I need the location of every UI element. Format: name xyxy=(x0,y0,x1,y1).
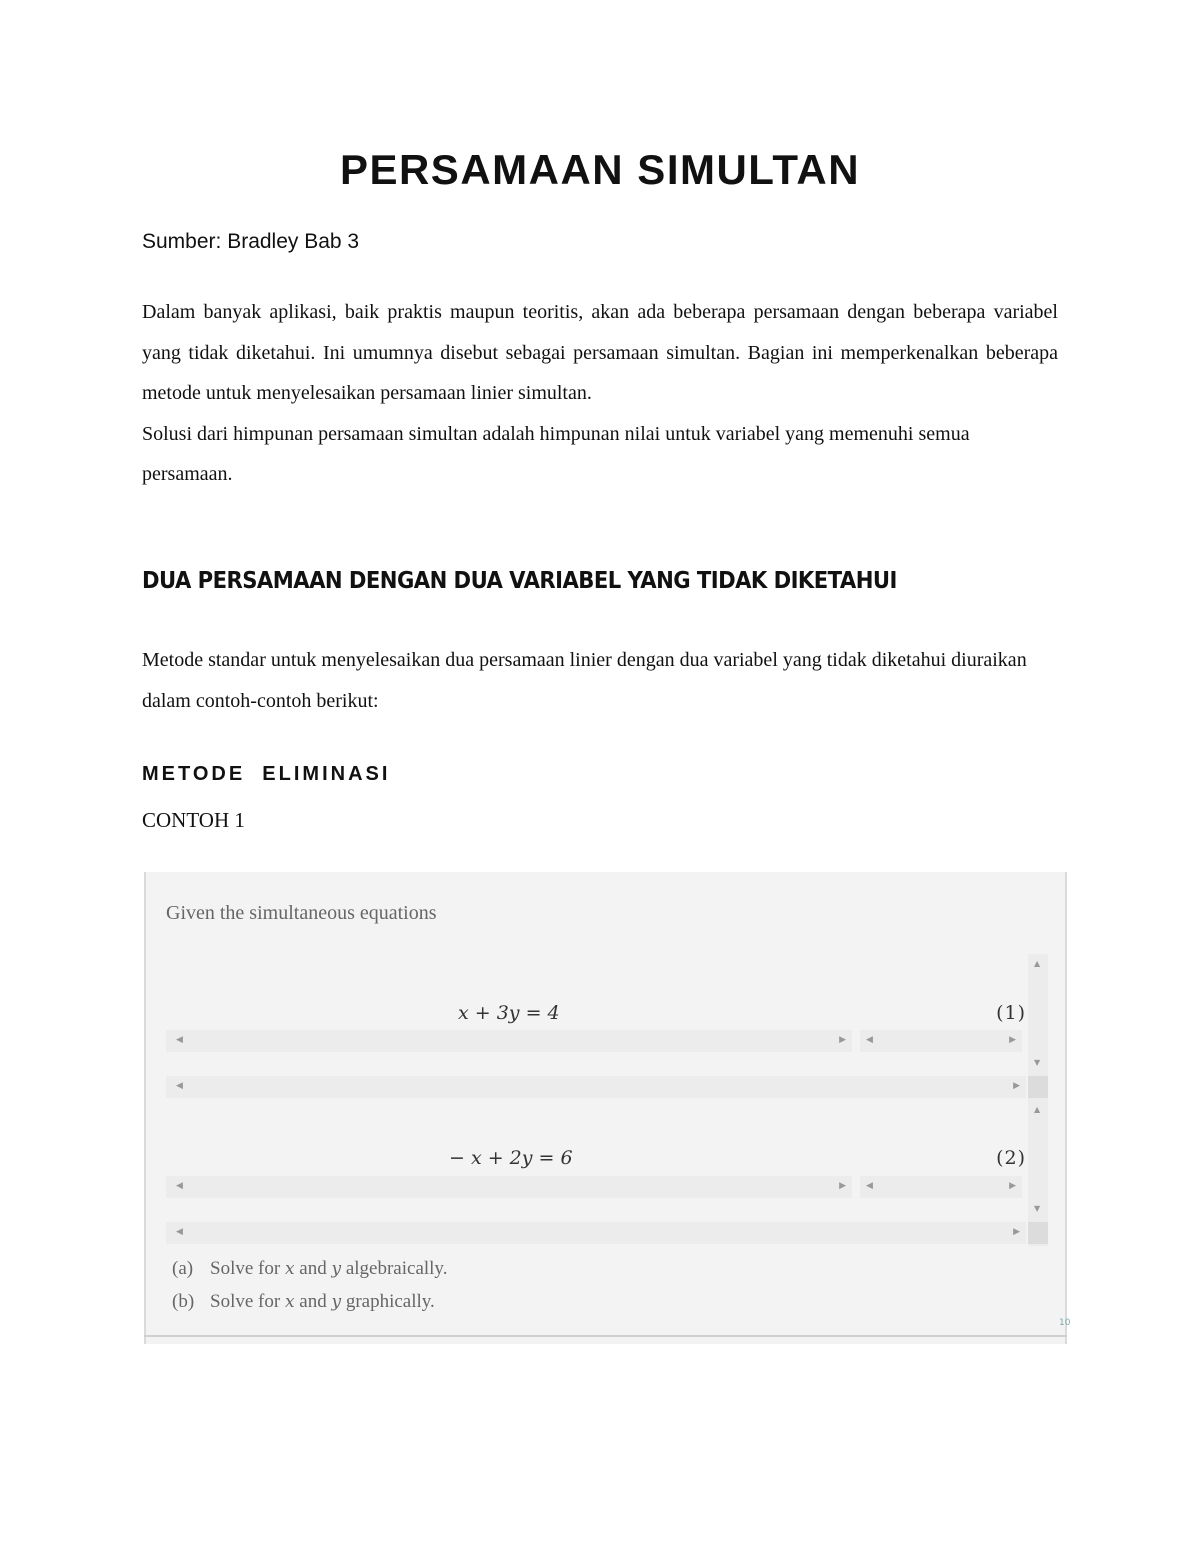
question-part-a xyxy=(172,1258,447,1291)
intro-paragraph-1: Dalam banyak aplikasi, baik praktis maupun teoritis, akan ada beberapa persamaan dengan beberapa variabel yang tidak diketahui. Ini umumnya disebut sebagai persamaan simultan. Bagian ini memperkenalkan beberapa metode untuk menyelesaikan persamaan linier simultan. xyxy=(142,301,1058,404)
arrow-right-icon[interactable]: ▶ xyxy=(839,1181,846,1191)
arrow-left-icon[interactable]: ◀ xyxy=(176,1081,183,1091)
horizontal-scrollbar[interactable] xyxy=(166,1030,852,1052)
scrollbar-corner xyxy=(1028,1076,1048,1098)
arrow-right-icon[interactable]: ▶ xyxy=(1013,1081,1020,1091)
part-text: and xyxy=(294,1258,332,1279)
arrow-up-icon[interactable]: ▲ xyxy=(1034,1105,1041,1114)
page-title: PERSAMAAN SIMULTAN xyxy=(339,146,861,193)
equation-1: x + 3y = 4 xyxy=(458,1002,560,1024)
method-intro-text: Metode standar untuk menyelesaikan dua persamaan linier dengan dua variabel yang tidak diketahui diuraikan dalam contoh-contoh berikut: xyxy=(142,649,1027,712)
arrow-right-icon[interactable]: ▶ xyxy=(1013,1227,1020,1237)
example-label: CONTOH 1 xyxy=(142,808,245,832)
horizontal-scrollbar[interactable] xyxy=(166,1176,852,1198)
equation-block-1 xyxy=(166,954,1048,1100)
equation-block-2 xyxy=(166,1100,1048,1246)
embed-bottom-border xyxy=(144,1335,1067,1337)
question-parts xyxy=(172,1258,447,1324)
question-part-b xyxy=(172,1291,447,1324)
arrow-left-icon[interactable]: ◀ xyxy=(176,1181,183,1191)
intro-paragraph-2: Solusi dari himpunan persamaan simultan adalah himpunan nilai untuk variabel yang memenuhi semua persamaan. xyxy=(142,422,970,485)
variable-x: x xyxy=(284,1259,295,1279)
arrow-right-icon[interactable]: ▶ xyxy=(1009,1035,1016,1045)
horizontal-scrollbar[interactable] xyxy=(860,1030,1022,1052)
arrow-right-icon[interactable]: ▶ xyxy=(839,1035,846,1045)
part-label: (b) xyxy=(172,1291,195,1312)
arrow-left-icon[interactable]: ◀ xyxy=(176,1227,183,1237)
part-text: Solve for xyxy=(210,1291,285,1312)
given-text: Given the simultaneous equations xyxy=(166,902,437,924)
subsection-heading: METODE ELIMINASI xyxy=(142,763,391,785)
arrow-left-icon[interactable]: ◀ xyxy=(866,1035,873,1045)
variable-y: y xyxy=(331,1292,342,1312)
arrow-left-icon[interactable]: ◀ xyxy=(866,1181,873,1191)
arrow-up-icon[interactable]: ▲ xyxy=(1034,959,1041,968)
equation-number-1: (1) xyxy=(996,1002,1026,1024)
horizontal-scrollbar[interactable] xyxy=(860,1176,1022,1198)
part-text: Solve for xyxy=(210,1258,285,1279)
source-line: Sumber: Bradley Bab 3 xyxy=(142,230,360,253)
example-embed xyxy=(144,872,1067,1344)
variable-y: y xyxy=(331,1259,342,1279)
part-text: graphically. xyxy=(341,1291,435,1312)
horizontal-scrollbar[interactable] xyxy=(166,1076,1026,1098)
corner-mark: 10 xyxy=(1059,1318,1071,1328)
part-text: and xyxy=(294,1291,332,1312)
arrow-down-icon[interactable]: ▼ xyxy=(1034,1204,1041,1213)
variable-x: x xyxy=(284,1292,295,1312)
part-label: (a) xyxy=(172,1258,194,1279)
scrollbar-corner xyxy=(1028,1222,1048,1244)
section-heading: DUA PERSAMAAN DENGAN DUA VARIABEL YANG TIDAK DIKETAHUI xyxy=(142,568,897,594)
arrow-down-icon[interactable]: ▼ xyxy=(1034,1058,1041,1067)
intro-text xyxy=(142,292,1058,495)
arrow-left-icon[interactable]: ◀ xyxy=(176,1035,183,1045)
equation-2: − x + 2y = 6 xyxy=(449,1147,573,1169)
part-text: algebraically. xyxy=(341,1258,448,1279)
horizontal-scrollbar[interactable] xyxy=(166,1222,1026,1244)
arrow-right-icon[interactable]: ▶ xyxy=(1009,1181,1016,1191)
equation-number-2: (2) xyxy=(996,1147,1026,1169)
